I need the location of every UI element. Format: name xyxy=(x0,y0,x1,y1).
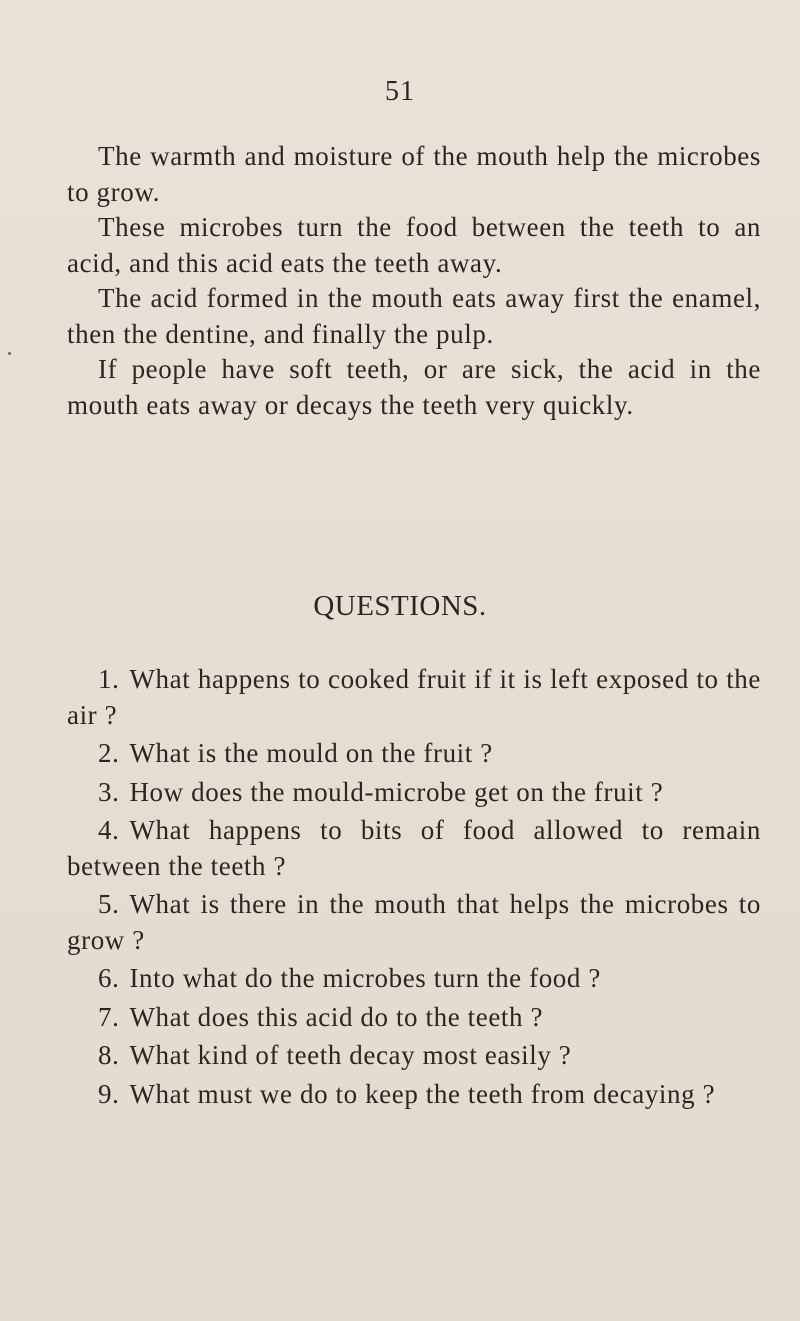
question-number: 7. xyxy=(98,1001,120,1032)
question-item xyxy=(67,1000,761,1036)
question-number: 2. xyxy=(98,738,120,768)
questions-list xyxy=(67,662,761,1115)
question-number: 3. xyxy=(98,776,120,807)
question-item xyxy=(67,961,761,997)
question-number: 5. xyxy=(98,889,120,919)
question-item xyxy=(67,1038,761,1074)
question-text: Into what do the microbes turn the food ? xyxy=(129,963,601,993)
paragraph: These microbes turn the food between the teeth to an acid, and this acid eats the teeth away. xyxy=(67,212,761,278)
question-number: 6. xyxy=(98,963,120,993)
paragraph: The acid formed in the mouth eats away first the enamel, then the dentine, and finally the pulp. xyxy=(67,283,761,349)
question-item xyxy=(67,775,761,811)
question-number: 9. xyxy=(98,1078,120,1109)
question-text: What happens to cooked fruit if it is left exposed to the air ? xyxy=(67,664,761,730)
body-text xyxy=(67,139,761,423)
question-text: How does the mould-microbe get on the fruit ? xyxy=(129,776,664,807)
question-item xyxy=(67,813,761,884)
questions-heading: QUESTIONS. xyxy=(313,590,487,622)
question-item xyxy=(67,662,761,733)
question-text: What kind of teeth decay most easily ? xyxy=(129,1040,572,1070)
question-text: What is the mould on the fruit ? xyxy=(129,738,493,768)
paragraph: If people have soft teeth, or are sick, the acid in the mouth eats away or decays the teeth very quickly. xyxy=(67,354,761,420)
question-number: 8. xyxy=(98,1040,120,1070)
page-number: 51 xyxy=(385,76,415,107)
margin-mark xyxy=(8,352,11,355)
question-text: What is there in the mouth that helps the microbes to grow ? xyxy=(67,889,761,955)
paragraph: The warmth and moisture of the mouth help the microbes to grow. xyxy=(67,141,761,207)
question-text: What happens to bits of food allowed to remain between the teeth ? xyxy=(67,815,761,881)
question-text: What must we do to keep the teeth from decaying ? xyxy=(129,1078,716,1109)
question-item xyxy=(67,1077,761,1113)
question-item xyxy=(67,887,761,958)
question-number: 4. xyxy=(98,815,120,845)
question-number: 1. xyxy=(98,664,120,694)
question-text: What does this acid do to the teeth ? xyxy=(129,1001,544,1032)
question-item xyxy=(67,736,761,772)
